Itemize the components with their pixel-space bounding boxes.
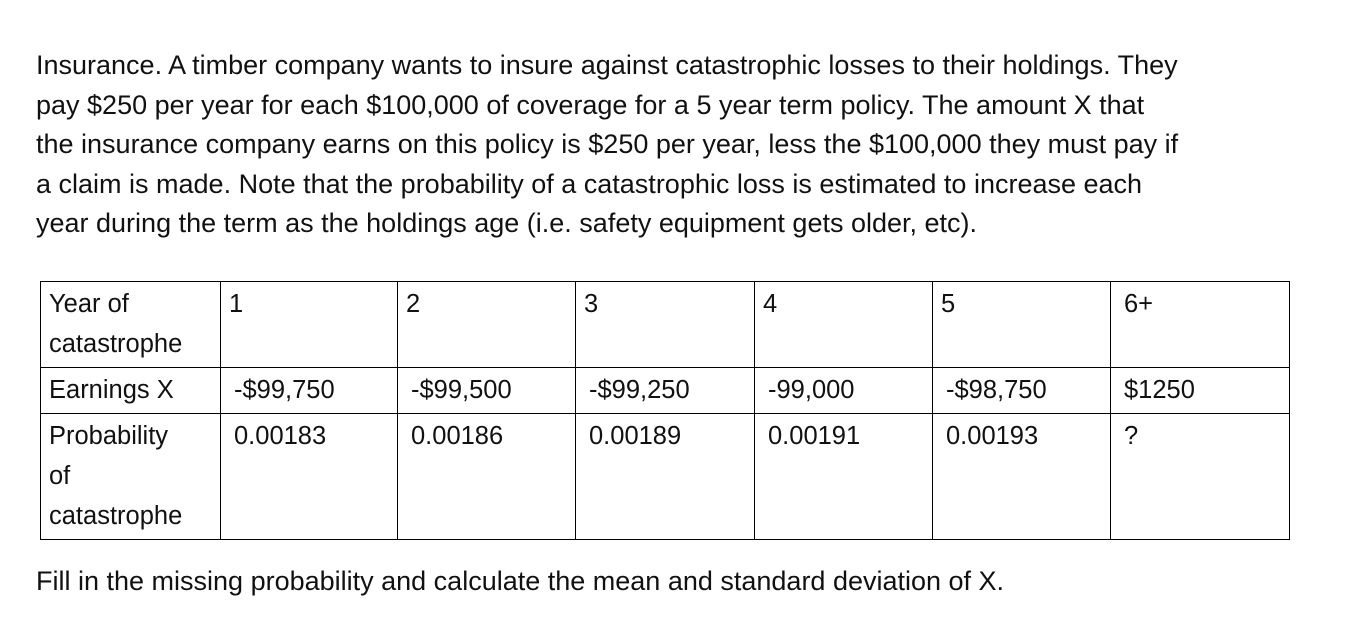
row-header-line: Probability: [49, 422, 169, 450]
table-cell: 4: [755, 282, 933, 368]
row-header-probability: [41, 414, 221, 540]
table-cell: 2: [398, 282, 576, 368]
table-row-earnings: [41, 368, 1290, 414]
table-cell: -$99,500: [398, 368, 576, 414]
table-cell: 0.00193: [933, 414, 1111, 540]
table-cell: 5: [933, 282, 1111, 368]
table-row-year: [41, 282, 1290, 368]
probability-table: [40, 281, 1290, 540]
row-header-line: Year of: [49, 290, 129, 318]
table-cell: -$99,750: [221, 368, 398, 414]
problem-statement: [36, 46, 1336, 244]
row-header-line: catastrophe: [49, 502, 183, 530]
problem-statement-line: the insurance company earns on this policy is $250 per year, less the $100,000 they must pay if: [36, 129, 1179, 160]
table-row-probability: [41, 414, 1290, 540]
table-cell: 6+: [1111, 282, 1290, 368]
table-cell: 3: [576, 282, 755, 368]
table-cell: 0.00189: [576, 414, 755, 540]
table-cell: -$99,250: [576, 368, 755, 414]
row-header-line: catastrophe: [49, 330, 183, 358]
row-header-year: [41, 282, 221, 368]
problem-statement-line: year during the term as the holdings age (i.e. safety equipment gets older, etc).: [36, 208, 978, 239]
row-header-line: of: [49, 462, 71, 490]
table-cell: 0.00186: [398, 414, 576, 540]
table-cell: 1: [221, 282, 398, 368]
missing-probability-cell: ?: [1111, 414, 1290, 540]
question-prompt: Fill in the missing probability and calculate the mean and standard deviation of X.: [36, 566, 1005, 596]
table-cell: -$98,750: [933, 368, 1111, 414]
problem-statement-line: a claim is made. Note that the probability of a catastrophic loss is estimated to increase each: [36, 168, 1143, 199]
row-header-earnings: [41, 368, 221, 414]
problem-statement-line: Insurance. A timber company wants to insure against catastrophic losses to their holdings. They: [36, 50, 1178, 80]
table-cell: 0.00191: [755, 414, 933, 540]
table-cell: $1250: [1111, 368, 1290, 414]
table-cell: -99,000: [755, 368, 933, 414]
row-header-line: Earnings X: [49, 376, 174, 404]
table-cell: 0.00183: [221, 414, 398, 540]
problem-statement-line: pay $250 per year for each $100,000 of coverage for a 5 year term policy. The amount X that: [36, 89, 1145, 120]
